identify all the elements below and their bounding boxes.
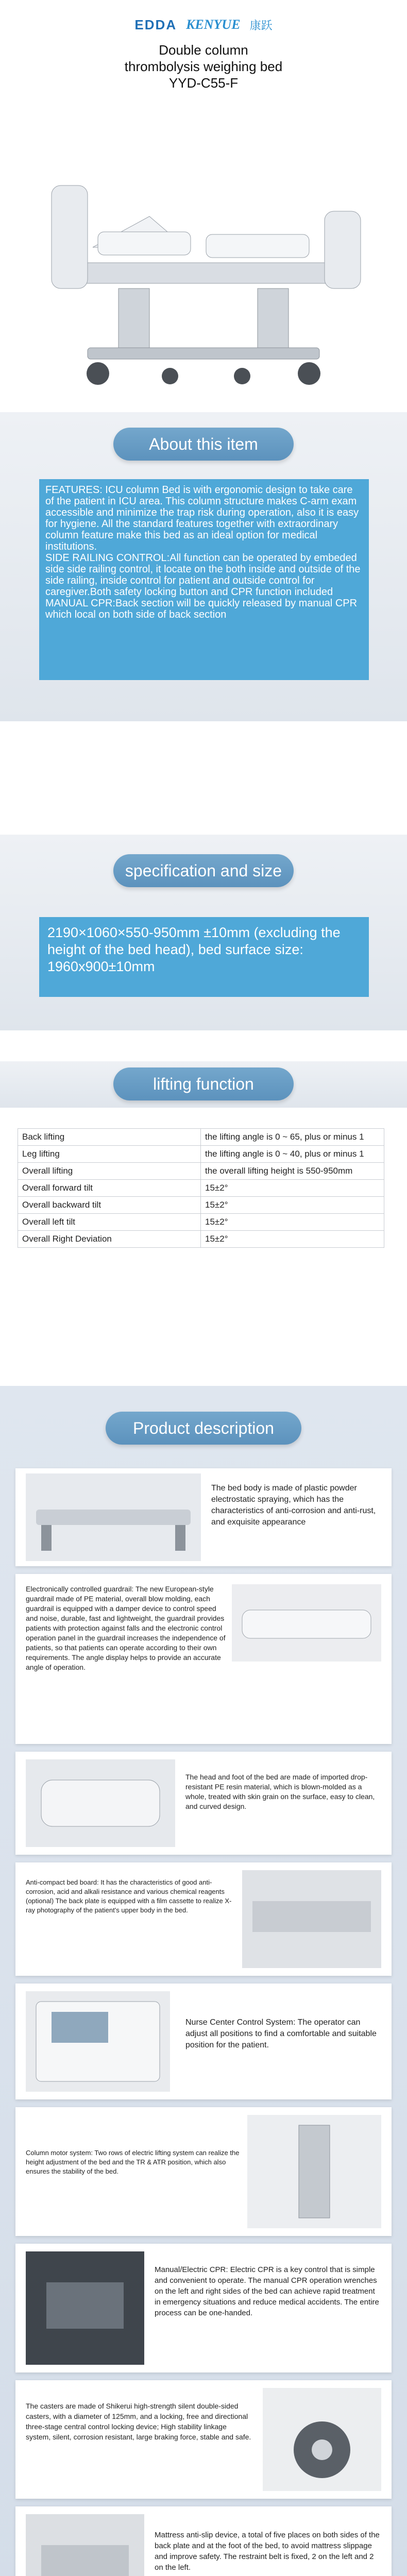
desc-text-nurse-control: Nurse Center Control System: The operator can adjust all positions to find a comfortable and suitable position for the patient. — [185, 2018, 377, 2049]
desc-card-anti-slip — [15, 2506, 392, 2576]
function-table — [18, 1128, 384, 1248]
logo-primary: EDDA — [134, 16, 177, 32]
description-heading-banner — [106, 1412, 301, 1445]
function-value: 15±2° — [201, 1214, 384, 1231]
function-name: Overall backward tilt — [18, 1197, 201, 1214]
function-row — [18, 1197, 384, 1214]
function-value: 15±2° — [201, 1231, 384, 1248]
desc-card-nurse-control — [15, 1984, 392, 2099]
function-row — [18, 1129, 384, 1146]
caster-image — [263, 2388, 381, 2491]
about-manual-cpr: MANUAL CPR:Back section will be quickly released by manual CPR which local on both side of back section — [45, 598, 358, 620]
function-value: the lifting angle is 0 ~ 65, plus or minus 1 — [201, 1129, 384, 1146]
page-title-line1: Double column — [159, 42, 248, 58]
logo-cn: 康跃 — [249, 19, 273, 32]
cpr-image — [26, 2251, 144, 2365]
function-section — [0, 1061, 407, 1108]
function-row — [18, 1214, 384, 1231]
desc-text-guardrail: Electronically controlled guardrail: The new European-style guardrail made of PE material, overall blow molding, each guardrail is equipped with a damper device to control speed and noise, durable, fast and lightweight, the guardrail provides patients with protection against falls and the electronic control operation panel in the guardrail increases the independence of patients, so that patients can operate according to their own requirements. The angle display helps to provide an accurate angle of operation. — [26, 1585, 226, 1671]
page-title-model: YYD-C55-F — [168, 75, 239, 91]
column-motor-image — [247, 2115, 381, 2228]
function-name: Overall left tilt — [18, 1214, 201, 1231]
function-row — [18, 1180, 384, 1197]
spec-heading: specification and size — [125, 861, 282, 880]
bed-illustration — [15, 93, 392, 402]
function-row — [18, 1231, 384, 1248]
desc-text-cpr: Manual/Electric CPR: Electric CPR is a key control that is simple and convenient to operate. The manual CPR operation wrenches on the left and right sides of the bed can achieve rapid treatment in emergency situations and reduce medical accidents. The entire process can be one-handed. — [155, 2265, 379, 2317]
hero-product-image — [15, 93, 392, 402]
function-name: Overall Right Deviation — [18, 1231, 201, 1248]
desc-text-casters: The casters are made of Shikerui high-strength silent double-sided casters, with a diameter of 125mm, and a locking, free and directional three-stage central control locking device; High stability linkage system, silent, corrosion resistant, large braking force, stable and safe. — [26, 2402, 251, 2441]
about-features: FEATURES: ICU column Bed is with ergonomic design to take care of the patient in ICU area. This column structure makes C-arm exam accessible and minimize the trap risk during operation, also it is easy for hygiene. All the standard features together with extraordinary column feature make this bed as an ideal option for medical institutions. — [45, 484, 359, 552]
desc-text-bed-board: Anti-compact bed board: It has the characteristics of good anti-corrosion, acid and alkali resistance and various chemical reagents (optional) The back plate is equipped with a film cassette to realize X-ray photography of the patient's upper body in the bed. — [26, 1878, 232, 1914]
function-row — [18, 1146, 384, 1163]
about-text-box — [39, 479, 369, 680]
desc-text-bed-body: The bed body is made of plastic powder electrostatic spraying, which has the characteristics of anti-corrosion and anti-rust, and exquisite appearance — [211, 1484, 376, 1527]
nurse-control-image — [26, 1991, 170, 2092]
function-heading: lifting function — [153, 1074, 254, 1093]
about-side-railing: SIDE RAILING CONTROL:All function can be operated by embeded side side railing control, it locate on the both inside and outside of the side railing, inside control for patient and outside control for caregiver.Both safety locking button and CPR function included — [45, 552, 361, 598]
desc-card-column-motor — [15, 2107, 392, 2236]
function-name: Leg lifting — [18, 1146, 201, 1163]
desc-card-guardrail — [15, 1574, 392, 1744]
desc-card-bed-body — [15, 1468, 392, 1566]
function-value: 15±2° — [201, 1180, 384, 1197]
anti-slip-image — [26, 2514, 144, 2576]
description-heading: Product description — [133, 1418, 274, 1437]
desc-text-head-foot: The head and foot of the bed are made of imported drop-resistant PE resin material, which is blown-molded as a whole, treated with skin grain on the surface, easy to clean, and curved design. — [185, 1773, 375, 1810]
desc-card-cpr — [15, 2244, 392, 2372]
brand-logo — [124, 14, 283, 35]
bed-body-image — [26, 1473, 201, 1561]
bed-board-image — [242, 1870, 381, 1968]
about-heading: About this item — [149, 434, 258, 453]
page-title-line2: thrombolysis weighing bed — [124, 59, 283, 74]
spec-heading-banner — [113, 854, 294, 887]
guardrail-image — [232, 1584, 381, 1662]
function-value: the lifting angle is 0 ~ 40, plus or minus 1 — [201, 1146, 384, 1163]
desc-text-anti-slip: Mattress anti-slip device, a total of five places on both sides of the back plate and at the foot of the bed, to avoid mattress slippage and improve safety. The restraint belt is fixed, 2 on the left and 2 on the left. — [155, 2531, 380, 2572]
headboard-image — [26, 1759, 175, 1847]
function-row — [18, 1163, 384, 1180]
spec-text-box: 2190×1060×550-950mm ±10mm (excluding the height of the bed head), bed surface size: 1960x900±10mm — [39, 917, 369, 997]
function-heading-banner — [113, 1067, 294, 1100]
function-value: the overall lifting height is 550-950mm — [201, 1163, 384, 1180]
about-heading-banner — [113, 428, 294, 461]
desc-text-column-motor: Column motor system: Two rows of electric lifting system can realize the height adjustment of the bed and the TR & ATR position, which also ensures the stability of the bed. — [26, 2149, 240, 2175]
desc-card-bed-board — [15, 1862, 392, 1976]
desc-card-casters — [15, 2380, 392, 2499]
function-name: Overall lifting — [18, 1163, 201, 1180]
function-value: 15±2° — [201, 1197, 384, 1214]
desc-card-head-foot — [15, 1752, 392, 1855]
logo-secondary: KENYUE — [186, 17, 241, 32]
function-name: Overall forward tilt — [18, 1180, 201, 1197]
function-name: Back lifting — [18, 1129, 201, 1146]
